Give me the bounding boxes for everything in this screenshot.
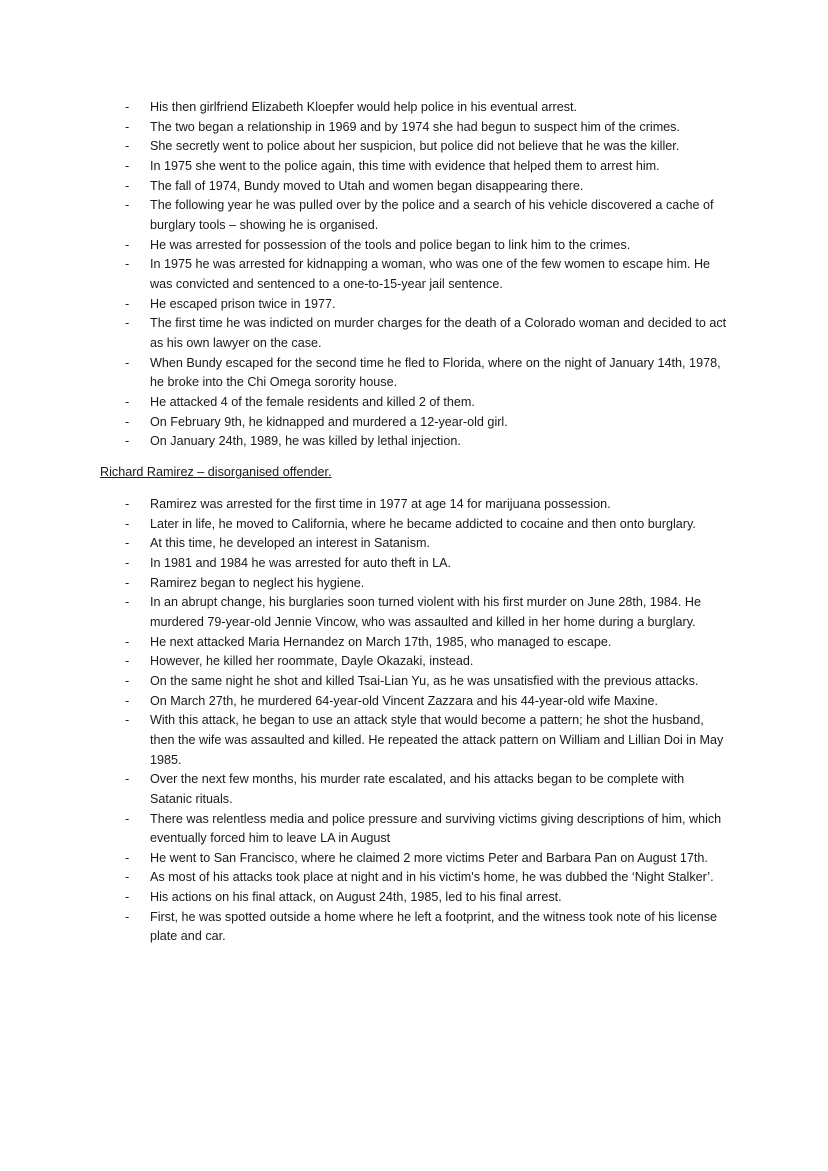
list-item-text: When Bundy escaped for the second time he fled to Florida, where on the night of January 14th, 1978, he broke into the Chi Omega sorority house.	[150, 355, 721, 390]
list-item-text: In 1975 he was arrested for kidnapping a woman, who was one of the few women to escape him. He was convicted and sentenced to a one-to-15-year jail sentence.	[150, 257, 711, 291]
list-item	[0, 908, 828, 947]
bullet-dash: -	[125, 811, 130, 826]
bullet-dash: -	[125, 394, 130, 409]
list-item-text: The two began a relationship in 1969 and by 1974 she had begun to suspect him of the crimes.	[150, 119, 680, 134]
list-item	[0, 98, 828, 118]
bullet-dash: -	[125, 909, 130, 924]
bullet-dash: -	[125, 237, 130, 252]
list-item	[0, 868, 828, 888]
list-item-text: On March 27th, he murdered 64-year-old Vincent Zazzara and his 44-year-old wife Maxine.	[150, 693, 658, 708]
list-item	[0, 432, 828, 452]
list-item-text: Ramirez began to neglect his hygiene.	[150, 575, 365, 590]
bullet-dash: -	[125, 673, 130, 688]
bullet-dash: -	[125, 139, 130, 154]
list-item	[0, 633, 828, 653]
list-item	[0, 196, 828, 235]
list-item-text: On February 9th, he kidnapped and murdered a 12-year-old girl.	[150, 414, 508, 429]
list-item-text: However, he killed her roommate, Dayle Okazaki, instead.	[150, 654, 474, 669]
list-item	[0, 574, 828, 594]
bullet-dash: -	[125, 693, 130, 708]
list-item-text: The following year he was pulled over by the police and a search of his vehicle discovered a cache of burglary tools – showing he is organised.	[150, 198, 714, 232]
list-item	[0, 137, 828, 157]
list-item	[0, 770, 828, 809]
list-item-text: He was arrested for possession of the tools and police began to link him to the crimes.	[150, 237, 631, 252]
ted-bundy-bullet-list	[0, 98, 828, 452]
list-item-text: His then girlfriend Elizabeth Kloepfer would help police in his eventual arrest.	[150, 100, 578, 114]
bullet-dash: -	[125, 634, 130, 649]
list-item-text: She secretly went to police about her suspicion, but police did not believe that he was the killer.	[150, 139, 680, 154]
list-item	[0, 849, 828, 869]
bullet-dash: -	[125, 178, 130, 193]
list-item-text: In 1975 she went to the police again, this time with evidence that helped them to arrest him.	[150, 158, 660, 173]
bullet-dash: -	[125, 434, 130, 449]
bullet-dash: -	[125, 257, 130, 272]
list-item	[0, 692, 828, 712]
list-item-text: In 1981 and 1984 he was arrested for auto theft in LA.	[150, 555, 452, 570]
list-item-text: At this time, he developed an interest in Satanism.	[150, 536, 431, 551]
bullet-dash: -	[125, 890, 130, 905]
list-item	[0, 672, 828, 692]
list-item	[0, 118, 828, 138]
list-item	[0, 236, 828, 256]
bullet-dash: -	[125, 595, 130, 610]
section-heading-richard-ramirez: Richard Ramirez – disorganised offender.	[100, 465, 332, 479]
list-item-text: On the same night he shot and killed Tsai-Lian Yu, as he was unsatisfied with the previous attacks.	[150, 673, 699, 688]
list-item	[0, 888, 828, 908]
richard-ramirez-bullet-list	[0, 495, 828, 947]
list-item-text: In an abrupt change, his burglaries soon turned violent with his first murder on June 28th, 1984. He murdered 79-year-old Jennie Vincow, who was assaulted and killed in her home during a burglary.	[150, 595, 701, 629]
bullet-dash: -	[125, 296, 130, 311]
bullet-dash: -	[125, 654, 130, 669]
bullet-dash: -	[125, 198, 130, 213]
bullet-dash: -	[125, 414, 130, 429]
bullet-dash: -	[125, 316, 130, 331]
bullet-dash: -	[125, 850, 130, 865]
list-item	[0, 652, 828, 672]
bullet-dash: -	[125, 772, 130, 787]
list-item	[0, 314, 828, 353]
list-item	[0, 255, 828, 294]
list-item-text: He escaped prison twice in 1977.	[150, 296, 336, 311]
list-item-text: The fall of 1974, Bundy moved to Utah and women began disappearing there.	[150, 178, 584, 193]
list-item-text: Ramirez was arrested for the first time in 1977 at age 14 for marijuana possession.	[150, 497, 611, 511]
bullet-dash: -	[125, 158, 130, 173]
list-item	[0, 515, 828, 535]
list-item	[0, 157, 828, 177]
list-item-text: He attacked 4 of the female residents and killed 2 of them.	[150, 394, 475, 409]
list-item-text: As most of his attacks took place at night and in his victim's home, he was dubbed the ‘Night Stalker’.	[150, 870, 714, 885]
list-item	[0, 354, 828, 393]
bullet-dash: -	[125, 713, 130, 728]
list-item-text: His actions on his final attack, on August 24th, 1985, led to his final arrest.	[150, 890, 562, 905]
list-item	[0, 711, 828, 770]
list-item-text: He next attacked Maria Hernandez on March 17th, 1985, who managed to escape.	[150, 634, 612, 649]
bullet-dash: -	[125, 497, 130, 511]
bullet-dash: -	[125, 536, 130, 551]
list-item	[0, 554, 828, 574]
list-item	[0, 593, 828, 632]
list-item	[0, 177, 828, 197]
list-item-text: On January 24th, 1989, he was killed by lethal injection.	[150, 434, 461, 449]
bullet-dash: -	[125, 555, 130, 570]
list-item-text: There was relentless media and police pressure and surviving victims giving descriptions of him, which eventually forced him to leave LA in August	[150, 811, 722, 846]
list-item	[0, 495, 828, 515]
list-item-text: First, he was spotted outside a home where he left a footprint, and the witness took note of his license plate and car.	[150, 909, 718, 944]
list-item-text: The first time he was indicted on murder charges for the death of a Colorado woman and decided to act as his own lawyer on the case.	[150, 316, 727, 350]
list-item-text: He went to San Francisco, where he claimed 2 more victims Peter and Barbara Pan on August 17th.	[150, 850, 708, 865]
bullet-dash: -	[125, 575, 130, 590]
bullet-dash: -	[125, 119, 130, 134]
list-item	[0, 534, 828, 554]
list-item-text: With this attack, he began to use an attack style that would become a pattern; he shot the husband, then the wife was assaulted and killed. He repeated the attack pattern on William and Lillian Doi in May 1985.	[150, 713, 724, 767]
bullet-dash: -	[125, 870, 130, 885]
list-item	[0, 413, 828, 433]
bullet-dash: -	[125, 516, 130, 531]
list-item	[0, 810, 828, 849]
list-item-text: Later in life, he moved to California, where he became addicted to cocaine and then onto burglary.	[150, 516, 696, 531]
list-item-text: Over the next few months, his murder rate escalated, and his attacks began to be complete with Satanic rituals.	[150, 772, 685, 806]
list-item	[0, 295, 828, 315]
bullet-dash: -	[125, 355, 130, 370]
list-item	[0, 393, 828, 413]
bullet-dash: -	[125, 100, 130, 114]
